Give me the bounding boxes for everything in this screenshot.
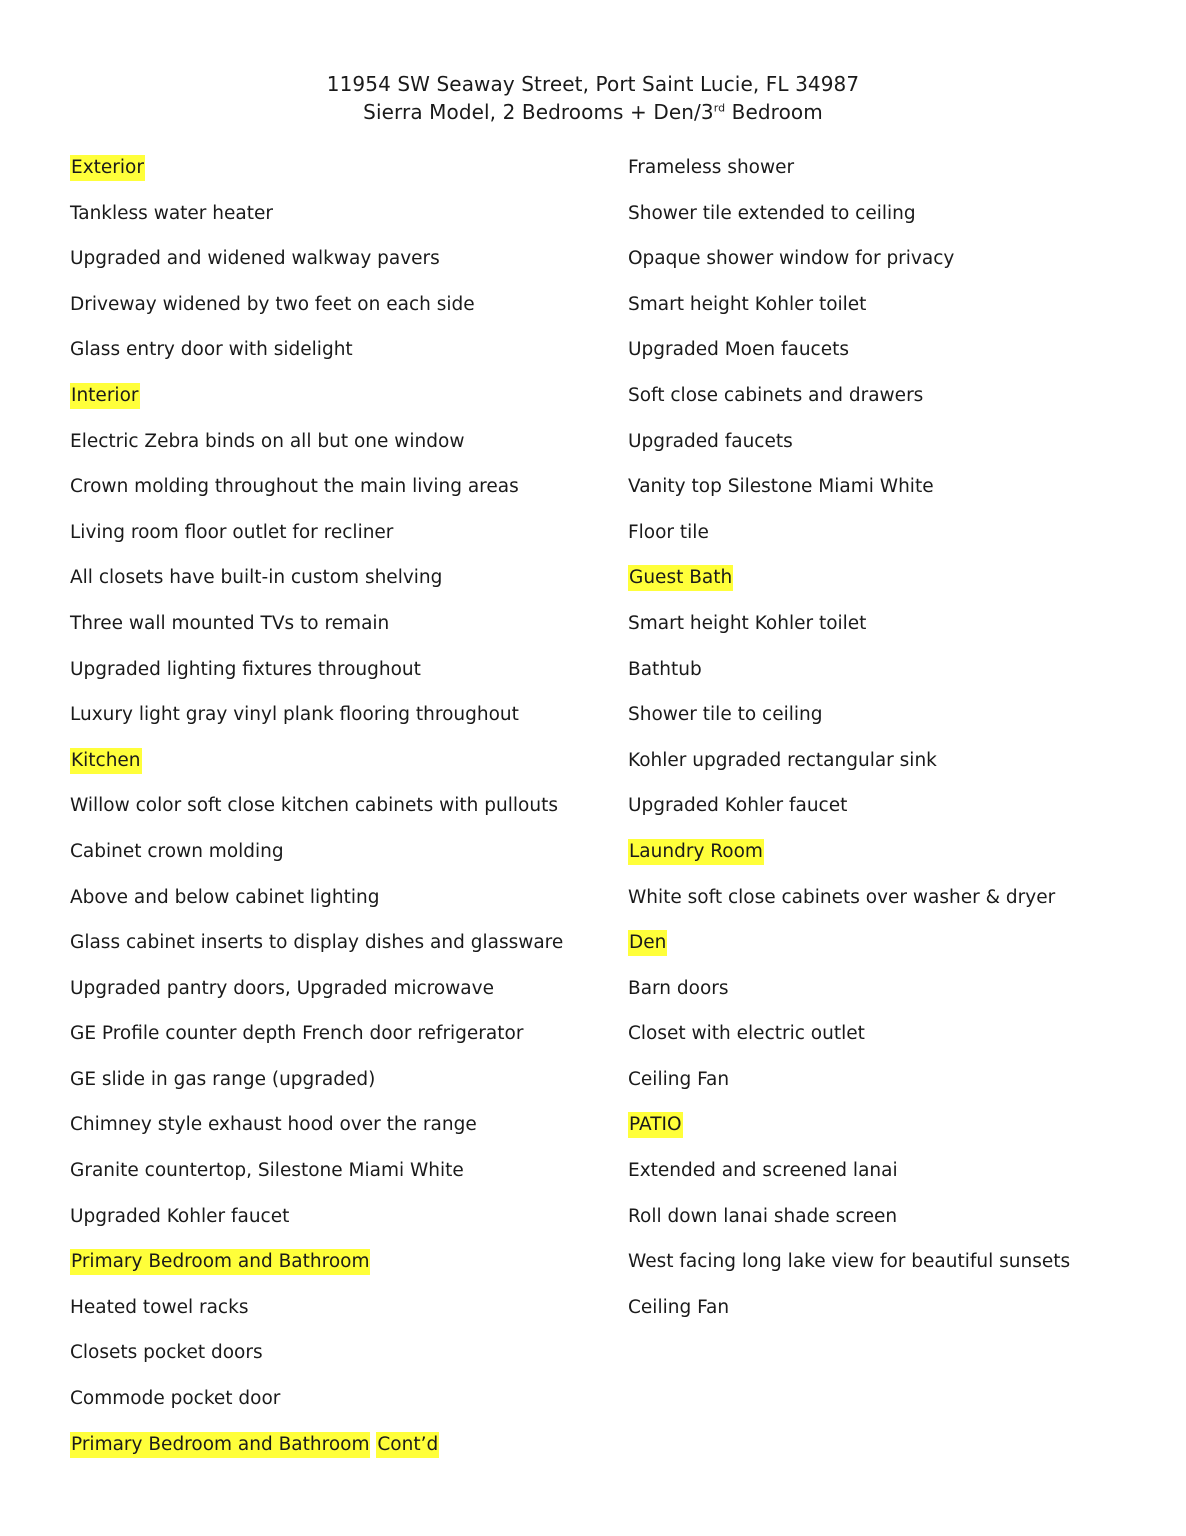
feature-item [628,426,1070,472]
feature-item-label: Granite countertop, Silestone Miami White [70,1160,464,1182]
feature-item [628,654,1070,700]
feature-item [70,1383,563,1429]
feature-item-label: White soft close cabinets over washer & dryer [628,886,1056,908]
model-line-text: Sierra Model, 2 Bedrooms + Den/3 [363,100,714,124]
feature-item [70,517,563,563]
feature-item-label: Luxury light gray vinyl plank flooring throughout [70,704,519,726]
feature-item-label: Crown molding throughout the main living areas [70,476,519,498]
feature-item [628,289,1070,335]
section-heading-continued-label: Cont’d [376,1432,439,1458]
model-line [0,98,1186,126]
feature-item-label: Glass cabinet inserts to display dishes and glassware [70,932,564,954]
feature-item [70,973,563,1019]
feature-item-label: Chimney style exhaust hood over the range [70,1114,477,1136]
feature-item-label: Electric Zebra binds on all but one window [70,430,465,452]
feature-item [70,1109,563,1155]
feature-item-label: Upgraded lighting fixtures throughout [70,658,421,680]
section-heading [70,380,563,426]
feature-item-label: Ceiling Fan [628,1296,730,1318]
section-heading [628,562,1070,608]
feature-item [70,654,563,700]
section-heading [70,1246,563,1292]
feature-item-label: Heated towel racks [70,1296,249,1318]
feature-item-label: Commode pocket door [70,1388,281,1410]
document-header [0,70,1186,126]
feature-item-label: Vanity top Silestone Miami White [628,476,934,498]
feature-item [628,517,1070,563]
feature-item [70,790,563,836]
feature-item-label: Smart height Kohler toilet [628,293,867,315]
section-heading-label: Laundry Room [628,839,764,865]
feature-item [70,1337,563,1383]
feature-item-label: Extended and screened lanai [628,1160,898,1182]
feature-item [628,790,1070,836]
feature-item [70,1155,563,1201]
feature-item-label: GE slide in gas range (upgraded) [70,1068,376,1090]
feature-item-label: Upgraded pantry doors, Upgraded microwave [70,977,494,999]
feature-item [628,1246,1070,1292]
feature-item [70,289,563,335]
feature-item [628,1018,1070,1064]
feature-item [628,471,1070,517]
feature-item-label: Closets pocket doors [70,1342,263,1364]
feature-item [628,334,1070,380]
feature-item-label: Kohler upgraded rectangular sink [628,749,937,771]
section-heading-label: Primary Bedroom and Bathroom [70,1432,370,1458]
feature-item-label: West facing long lake view for beautiful sunsets [628,1251,1071,1273]
feature-item-label: Shower tile to ceiling [628,704,823,726]
feature-item-label: Opaque shower window for privacy [628,248,955,270]
feature-item [70,426,563,472]
feature-item-label: Soft close cabinets and drawers [628,384,924,406]
feature-item [628,1201,1070,1247]
section-heading [628,836,1070,882]
feature-item [70,699,563,745]
left-feature-column [70,152,563,1474]
feature-item-label: Upgraded and widened walkway pavers [70,248,440,270]
feature-item [628,699,1070,745]
feature-item [70,927,563,973]
section-heading [70,1429,563,1475]
feature-item-label: Upgraded faucets [628,430,793,452]
feature-item-label: Willow color soft close kitchen cabinets with pullouts [70,795,558,817]
feature-item [628,380,1070,426]
feature-item-label: Bathtub [628,658,702,680]
feature-item-label: Floor tile [628,521,709,543]
feature-item [628,973,1070,1019]
ordinal-superscript: rd [713,101,726,115]
feature-item [70,1201,563,1247]
right-feature-column [628,152,1070,1337]
feature-item-label: Shower tile extended to ceiling [628,202,916,224]
feature-item [70,608,563,654]
feature-item [628,1064,1070,1110]
section-heading-label: Primary Bedroom and Bathroom [70,1249,370,1275]
section-heading [628,927,1070,973]
feature-item-label: Frameless shower [628,157,795,178]
feature-item [70,471,563,517]
feature-item [70,1018,563,1064]
section-heading-label: Guest Bath [628,565,733,591]
section-heading-label: Kitchen [70,748,142,774]
feature-item [628,1292,1070,1338]
feature-item-label: Living room floor outlet for recliner [70,521,394,543]
feature-item-label: Smart height Kohler toilet [628,612,867,634]
section-heading-label: Den [628,930,667,956]
feature-item [628,152,1070,198]
feature-item-label: Barn doors [628,977,729,999]
feature-item [70,836,563,882]
feature-item [628,608,1070,654]
section-heading-label: Interior [70,383,140,409]
feature-item-label: Cabinet crown molding [70,840,284,862]
feature-item-label: Closet with electric outlet [628,1023,865,1045]
feature-item-label: Ceiling Fan [628,1068,730,1090]
feature-item [70,1292,563,1338]
feature-item-label: Glass entry door with sidelight [70,339,353,361]
feature-item-label: GE Profile counter depth French door refrigerator [70,1023,524,1045]
feature-item-label: Driveway widened by two feet on each side [70,293,475,315]
feature-item [628,243,1070,289]
feature-item [628,882,1070,928]
feature-item-label: Above and below cabinet lighting [70,886,380,908]
section-heading [628,1109,1070,1155]
section-heading [70,745,563,791]
feature-item-label: Roll down lanai shade screen [628,1205,898,1227]
feature-item-label: All closets have built-in custom shelving [70,567,443,589]
feature-item-label: Tankless water heater [70,202,273,224]
feature-item [70,243,563,289]
feature-item [70,562,563,608]
section-heading-label: Exterior [70,155,145,181]
feature-item [628,745,1070,791]
feature-item [628,198,1070,244]
feature-item [70,1064,563,1110]
section-heading [70,152,563,198]
feature-item-label: Upgraded Kohler faucet [628,795,848,817]
feature-item [70,198,563,244]
address-line: 11954 SW Seaway Street, Port Saint Lucie, FL 34987 [326,72,860,96]
feature-item-label: Upgraded Kohler faucet [70,1205,290,1227]
feature-item-label: Three wall mounted TVs to remain [70,612,390,634]
section-heading-label: PATIO [628,1112,683,1138]
model-line-suffix: Bedroom [725,100,823,124]
feature-item [628,1155,1070,1201]
feature-item-label: Upgraded Moen faucets [628,339,850,361]
feature-item [70,882,563,928]
feature-item [70,334,563,380]
